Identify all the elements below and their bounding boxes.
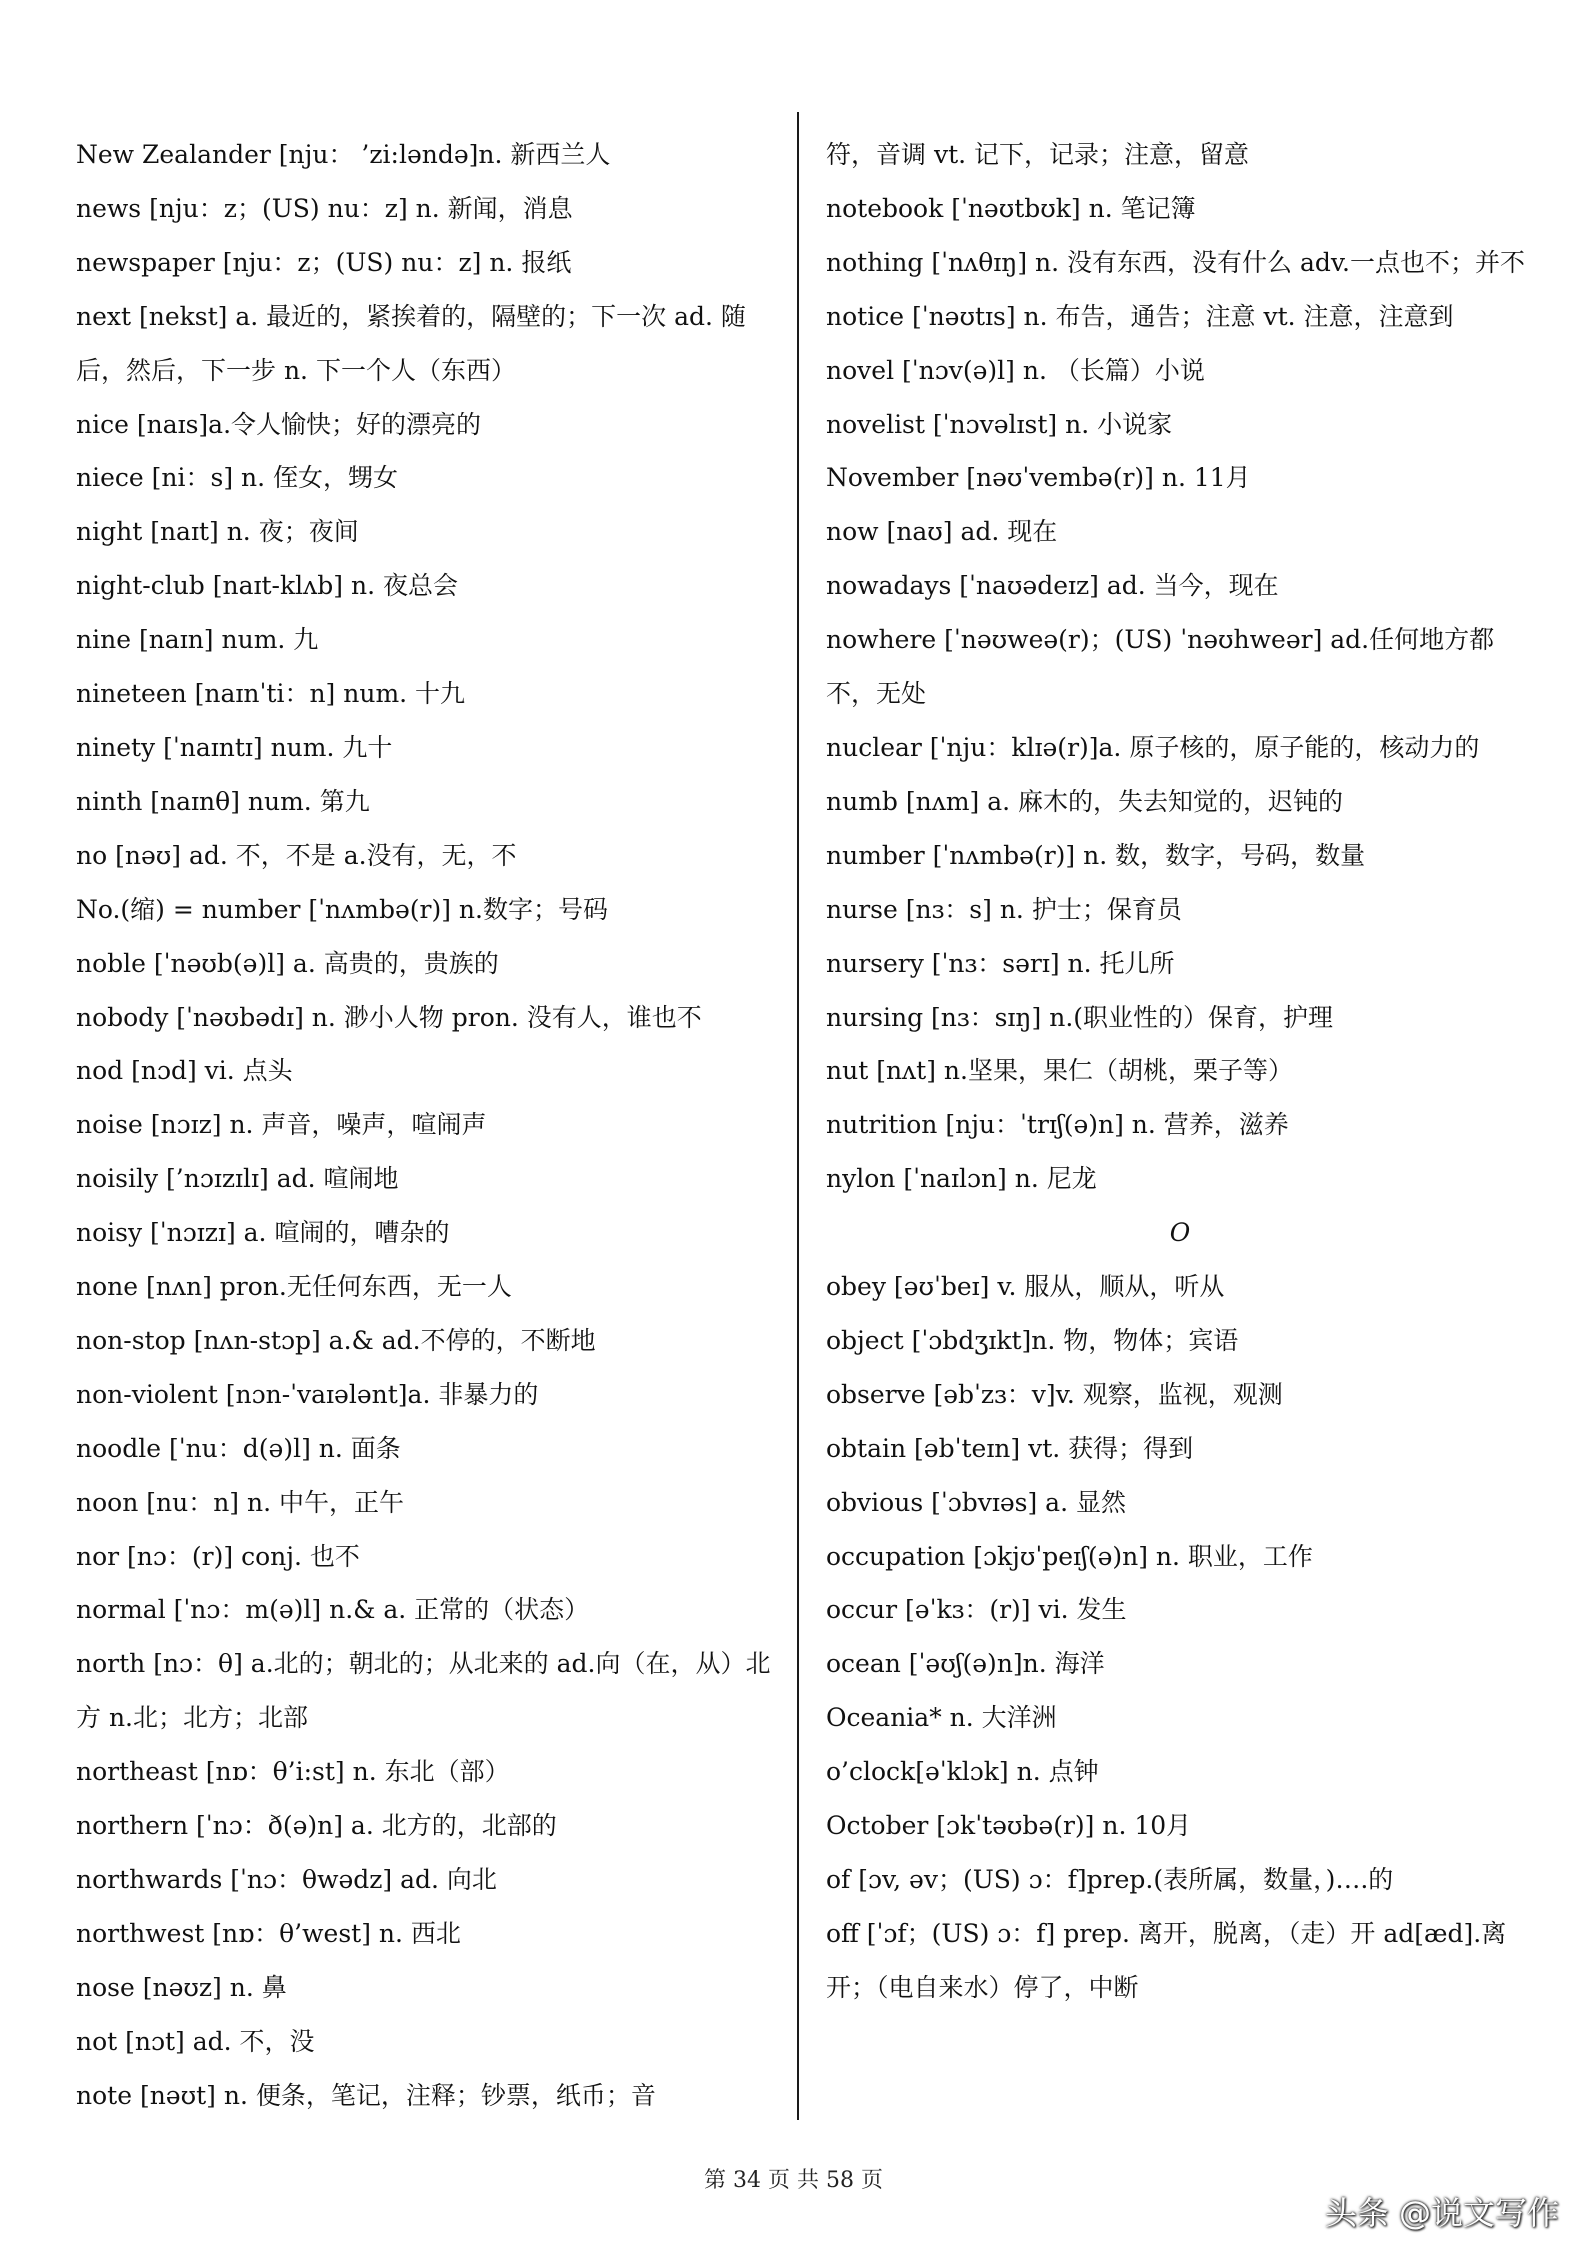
dictionary-entry: non-violent [nɔn-ˈvaɪələnt]a. 非暴力的 bbox=[76, 1379, 539, 1409]
dictionary-entry: noisily [’nɔɪzɪlɪ] ad. 喧闹地 bbox=[76, 1164, 399, 1194]
column-divider bbox=[797, 112, 799, 2120]
dictionary-entry: next [nekst] a. 最近的，紧挨着的，隔壁的；下一次 ad. 随后，然后，下一步 n. 下一个人（东西） bbox=[76, 301, 746, 385]
dictionary-entry: No.(缩) = number [ˈnʌmbə(r)] n.数字；号码 bbox=[76, 894, 608, 924]
dictionary-entry: occupation [ɔkjʊˈpeɪʃ(ə)n] n. 职业，工作 bbox=[826, 1541, 1313, 1571]
dictionary-entry: noble [ˈnəʊb(ə)l] a. 高贵的，贵族的 bbox=[76, 948, 499, 978]
dictionary-entry: note [nəʊt] n. 便条，笔记，注释；钞票，纸币；音 bbox=[76, 2080, 656, 2110]
dictionary-entry: nice [naɪs]a.令人愉快；好的漂亮的 bbox=[76, 409, 482, 439]
dictionary-entry: number [ˈnʌmbə(r)] n. 数，数字，号码，数量 bbox=[826, 840, 1366, 870]
dictionary-entry: o’clock[əˈklɔk] n. 点钟 bbox=[826, 1757, 1099, 1787]
dictionary-entry: observe [əbˈzɜ：v]v. 观察，监视，观测 bbox=[826, 1379, 1283, 1409]
left-column bbox=[76, 128, 791, 2123]
dictionary-entry: none [nʌn] pron.无任何东西，无一人 bbox=[76, 1272, 512, 1302]
dictionary-entry: nine [naɪn] num. 九 bbox=[76, 625, 319, 655]
dictionary-entry: notebook [ˈnəʊtbʊk] n. 笔记簿 bbox=[826, 193, 1196, 223]
dictionary-entry: nor [nɔ：(r)] conj. 也不 bbox=[76, 1541, 360, 1571]
dictionary-entry: off [ˈɔf；(US) ɔ：f] prep. 离开，脱离，（走）开 ad[æd].离开；（电自来水）停了，中断 bbox=[826, 1918, 1507, 2002]
dictionary-entry: night [naɪt] n. 夜；夜间 bbox=[76, 517, 359, 547]
dictionary-entry: 符，音调 vt. 记下，记录；注意，留意 bbox=[826, 140, 1250, 169]
page-footer: 第 34 页 共 58 页 bbox=[704, 2168, 883, 2193]
section-letter: O bbox=[1169, 1218, 1191, 1248]
dictionary-entry: notice [ˈnəʊtɪs] n. 布告，通告；注意 vt. 注意，注意到 bbox=[826, 301, 1454, 331]
dictionary-entry: Oceania* n. 大洋洲 bbox=[826, 1703, 1057, 1733]
dictionary-entry: November [nəʊˈvembə(r)] n. 11月 bbox=[826, 463, 1251, 493]
dictionary-entry: obey [əʊˈbeɪ] v. 服从，顺从，听从 bbox=[826, 1272, 1225, 1302]
dictionary-entry: northwest [nɒ：θ’west] n. 西北 bbox=[76, 1918, 461, 1948]
dictionary-entry: night-club [naɪt-klʌb] n. 夜总会 bbox=[76, 571, 458, 601]
dictionary-entry: niece [ni：s] n. 侄女，甥女 bbox=[76, 463, 399, 493]
dictionary-entry: occur [əˈkɜ：(r)] vi. 发生 bbox=[826, 1595, 1127, 1625]
dictionary-entry: ninth [naɪnθ] num. 第九 bbox=[76, 786, 370, 816]
right-column bbox=[826, 128, 1534, 2015]
dictionary-entry: nowadays [ˈnaʊədeɪz] ad. 当今，现在 bbox=[826, 571, 1279, 601]
dictionary-entry: nod [nɔd] vi. 点头 bbox=[76, 1056, 293, 1086]
dictionary-entry: nothing [ˈnʌθɪŋ] n. 没有东西，没有什么 adv.一点也不；并不 bbox=[826, 247, 1526, 277]
dictionary-entry: obtain [əbˈteɪn] vt. 获得；得到 bbox=[826, 1433, 1194, 1463]
dictionary-entry: New Zealander [nju： ’zi:ləndə]n. 新西兰人 bbox=[76, 140, 611, 169]
dictionary-entry: non-stop [nʌn-stɔp] a.& ad.不停的，不断地 bbox=[76, 1325, 596, 1355]
dictionary-entry: nose [nəʊz] n. 鼻 bbox=[76, 1972, 287, 2002]
dictionary-entry: nutrition [nju：ˈtrɪʃ(ə)n] n. 营养，滋养 bbox=[826, 1110, 1289, 1140]
dictionary-entry: north [nɔ：θ] a.北的；朝北的；从北来的 ad.向（在，从）北方 n.北；北方；北部 bbox=[76, 1649, 771, 1733]
dictionary-entry: now [naʊ] ad. 现在 bbox=[826, 517, 1058, 547]
dictionary-entry: not [nɔt] ad. 不，没 bbox=[76, 2026, 315, 2056]
dictionary-entry: nineteen [naɪnˈti：n] num. 十九 bbox=[76, 679, 466, 709]
dictionary-entry: nursing [nɜ：sɪŋ] n.(职业性的）保育，护理 bbox=[826, 1002, 1334, 1032]
dictionary-entry: nylon [ˈnaɪlɔn] n. 尼龙 bbox=[826, 1164, 1097, 1194]
dictionary-entry: obvious [ˈɔbvɪəs] a. 显然 bbox=[826, 1487, 1126, 1517]
dictionary-entry: numb [nʌm] a. 麻木的，失去知觉的，迟钝的 bbox=[826, 786, 1344, 816]
dictionary-entry: of [ɔv, əv；(US) ɔ：f]prep.(表所属，数量，)….的 bbox=[826, 1865, 1394, 1894]
dictionary-entry: ninety [ˈnaɪntɪ] num. 九十 bbox=[76, 732, 393, 762]
dictionary-entry: noisy [ˈnɔɪzɪ] a. 喧闹的，嘈杂的 bbox=[76, 1218, 450, 1248]
dictionary-entry: normal [ˈnɔ：m(ə)l] n.& a. 正常的（状态） bbox=[76, 1595, 590, 1625]
dictionary-entry: nut [nʌt] n.坚果，果仁（胡桃，栗子等） bbox=[826, 1056, 1293, 1086]
dictionary-entry: novel [ˈnɔv(ə)l] n. （长篇）小说 bbox=[826, 355, 1205, 385]
dictionary-entry: northwards [ˈnɔ：θwədz] ad. 向北 bbox=[76, 1865, 497, 1894]
dictionary-entry: nursery [ˈnɜ：sərɪ] n. 托儿所 bbox=[826, 948, 1175, 978]
dictionary-entry: ocean [ˈəʊʃ(ə)n]n. 海洋 bbox=[826, 1649, 1105, 1679]
watermark: 头条 @说文写作 bbox=[1324, 2194, 1559, 2232]
dictionary-entry: northeast [nɒ：θ’i:st] n. 东北（部） bbox=[76, 1757, 510, 1787]
dictionary-entry: nowhere [ˈnəʊweə(r)；(US) ˈnəʊhweər] ad.任何地方都不，无处 bbox=[826, 625, 1495, 709]
dictionary-entry: nuclear [ˈnju：klɪə(r)]a. 原子核的，原子能的，核动力的 bbox=[826, 732, 1480, 762]
dictionary-entry: nobody [ˈnəʊbədɪ] n. 渺小人物 pron. 没有人，谁也不 bbox=[76, 1002, 702, 1032]
dictionary-entry: news [nju：z；(US) nu：z] n. 新闻，消息 bbox=[76, 193, 573, 223]
dictionary-entry: object [ˈɔbdʒɪkt]n. 物，物体；宾语 bbox=[826, 1325, 1239, 1355]
dictionary-entry: noise [nɔɪz] n. 声音，噪声，喧闹声 bbox=[76, 1110, 487, 1140]
dictionary-entry: northern [ˈnɔ：ð(ə)n] a. 北方的，北部的 bbox=[76, 1811, 557, 1841]
dictionary-entry: no [nəʊ] ad. 不，不是 a.没有，无，不 bbox=[76, 840, 517, 870]
dictionary-entry: noon [nu：n] n. 中午，正午 bbox=[76, 1487, 405, 1517]
dictionary-entry: newspaper [nju：z；(US) nu：z] n. 报纸 bbox=[76, 247, 572, 277]
dictionary-entry: noodle [ˈnu：d(ə)l] n. 面条 bbox=[76, 1433, 401, 1463]
dictionary-entry: October [ɔkˈtəʊbə(r)] n. 10月 bbox=[826, 1811, 1192, 1841]
dictionary-entry: novelist [ˈnɔvəlɪst] n. 小说家 bbox=[826, 409, 1173, 439]
dictionary-entry: nurse [nɜ：s] n. 护士；保育员 bbox=[826, 894, 1182, 924]
